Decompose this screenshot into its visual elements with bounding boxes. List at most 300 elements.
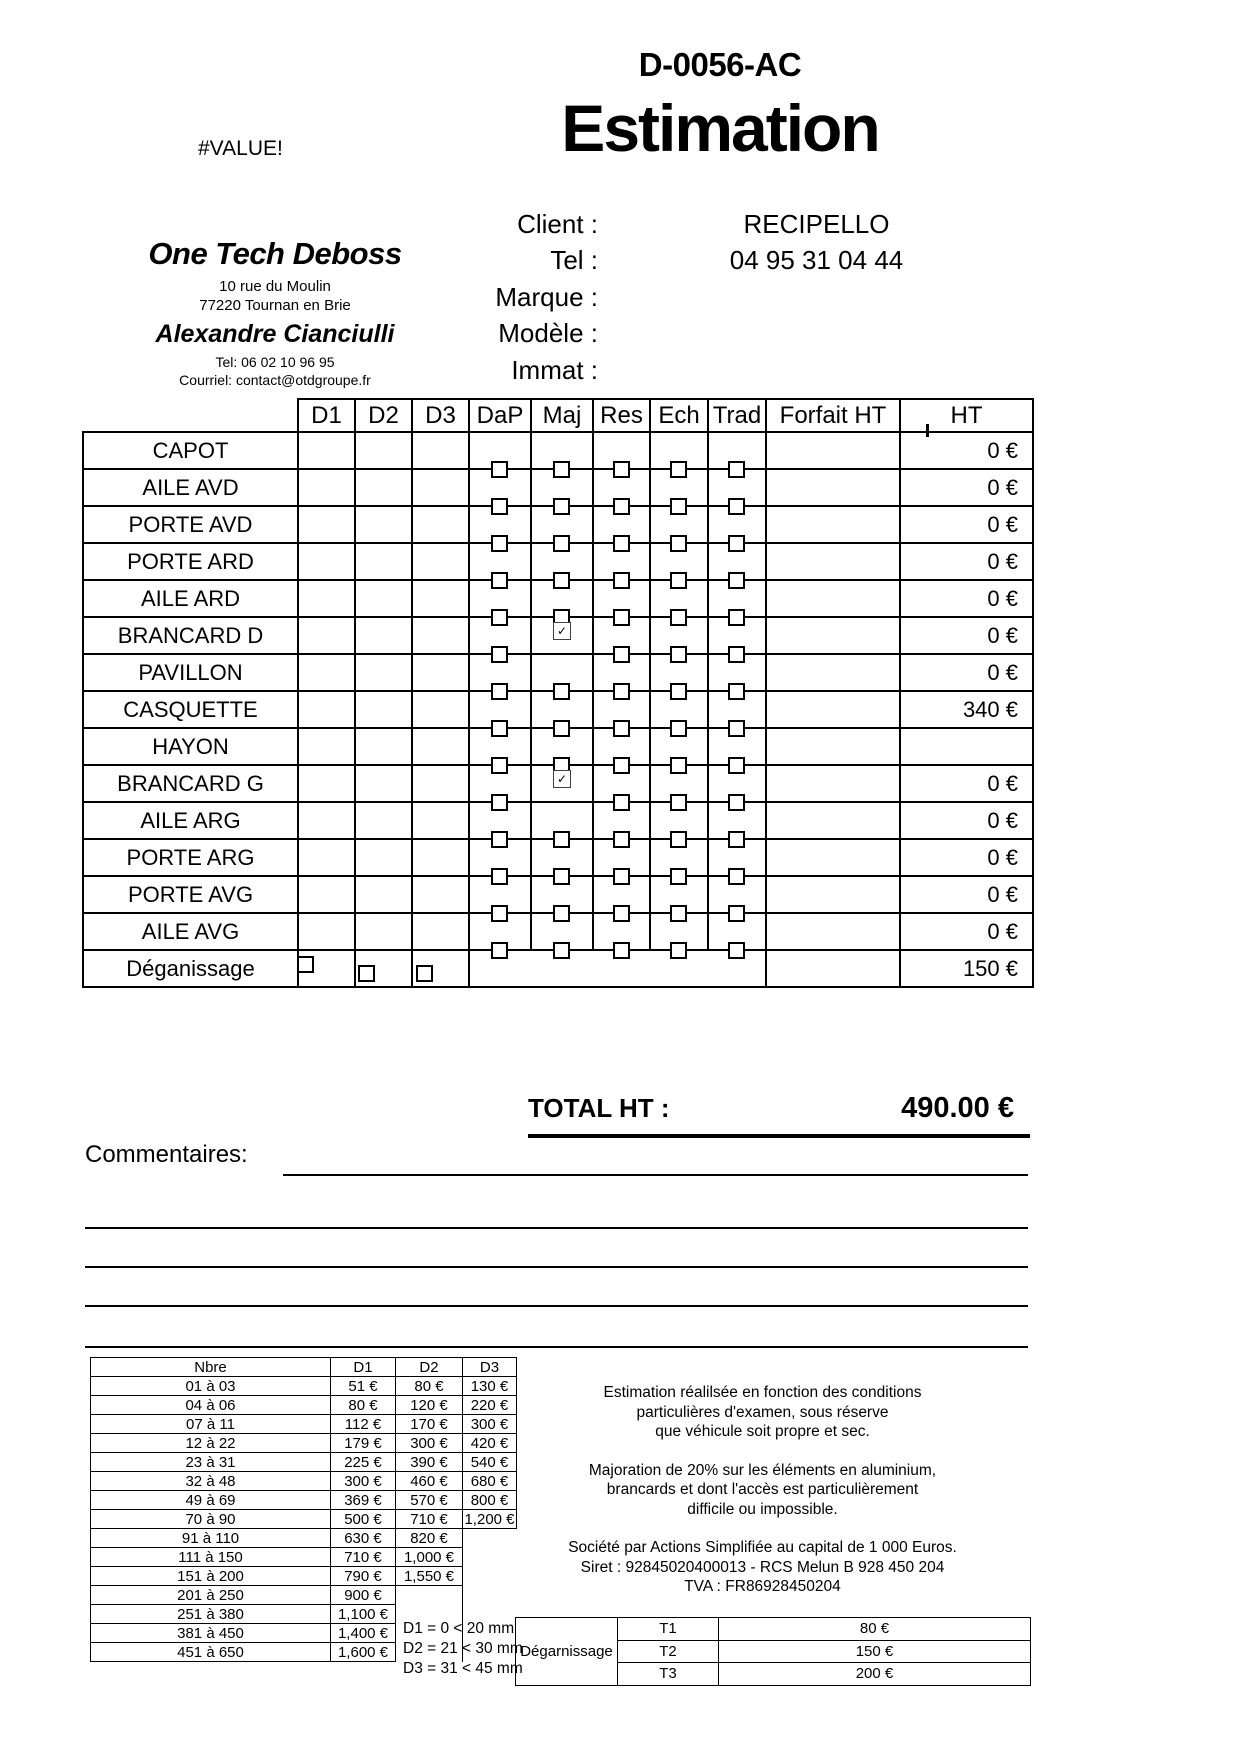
forfait-cell xyxy=(766,432,900,469)
d2-price: 1,550 € xyxy=(396,1567,463,1586)
d3-cell xyxy=(412,913,469,950)
d1-cell xyxy=(298,802,355,839)
client-field-label: Client : xyxy=(517,208,598,239)
nbre-value: 23 à 31 xyxy=(91,1453,331,1472)
nbre-value: 201 à 250 xyxy=(91,1586,331,1605)
checkbox[interactable] xyxy=(491,572,508,589)
checkbox-checked[interactable]: ✓ xyxy=(553,622,571,640)
column-header-d1: D1 xyxy=(298,399,355,432)
table-row xyxy=(83,765,1033,802)
checkbox[interactable] xyxy=(613,720,630,737)
checkbox[interactable] xyxy=(670,868,687,885)
d2-price: 710 € xyxy=(396,1510,463,1529)
d2-cell xyxy=(355,543,412,580)
d1-cell xyxy=(298,506,355,543)
d2-cell xyxy=(355,432,412,469)
checkbox[interactable] xyxy=(728,905,745,922)
tier-label: T3 xyxy=(618,1663,719,1686)
maj-checkbox-cell xyxy=(531,802,593,839)
price-row xyxy=(91,1434,517,1453)
d1-cell xyxy=(298,728,355,765)
nbre-value: 49 à 69 xyxy=(91,1491,331,1510)
d1-price: 112 € xyxy=(331,1415,396,1434)
checkbox[interactable] xyxy=(613,609,630,626)
checkbox[interactable] xyxy=(491,905,508,922)
price-row xyxy=(91,1510,517,1529)
ht-value: 0 € xyxy=(900,765,1033,802)
d3-price: 540 € xyxy=(463,1453,517,1472)
checkbox[interactable] xyxy=(553,683,570,700)
d1-price: 80 € xyxy=(331,1396,396,1415)
checkbox[interactable] xyxy=(491,720,508,737)
checkbox[interactable] xyxy=(670,942,687,959)
client-field-label: Marque : xyxy=(495,281,598,312)
note-block xyxy=(490,1383,1035,1442)
d3-cell xyxy=(412,543,469,580)
estimate-table-body xyxy=(83,399,1033,987)
forfait-cell xyxy=(766,691,900,728)
d3-cell xyxy=(412,691,469,728)
checkbox[interactable] xyxy=(613,868,630,885)
note-line: TVA : FR86928450204 xyxy=(684,1578,841,1595)
d2-cell xyxy=(355,802,412,839)
row-label: PAVILLON xyxy=(83,654,298,691)
comment-line xyxy=(283,1174,1028,1176)
checkbox[interactable] xyxy=(613,757,630,774)
checkbox[interactable] xyxy=(670,831,687,848)
forfait-cell xyxy=(766,543,900,580)
maj-checkbox-cell xyxy=(531,617,593,654)
checkbox[interactable] xyxy=(728,498,745,515)
d1-price: 790 € xyxy=(331,1567,396,1586)
nbre-value: 91 à 110 xyxy=(91,1529,331,1548)
d1-cell xyxy=(298,432,355,469)
d1-price: 300 € xyxy=(331,1472,396,1491)
d1-price: 51 € xyxy=(331,1377,396,1396)
maj-checkbox-cell xyxy=(531,654,593,691)
d3-cell xyxy=(412,839,469,876)
checkbox[interactable] xyxy=(553,831,570,848)
d3-cell xyxy=(412,617,469,654)
price-row xyxy=(91,1567,517,1586)
d1-cell xyxy=(298,839,355,876)
checkbox[interactable] xyxy=(553,572,570,589)
maj-checkbox-cell xyxy=(531,765,593,802)
checkbox[interactable] xyxy=(553,535,570,552)
d1-price: 1,600 € xyxy=(331,1643,396,1662)
client-field-row xyxy=(450,352,1035,389)
checkbox[interactable] xyxy=(613,646,630,663)
checkbox[interactable] xyxy=(728,535,745,552)
row-label: BRANCARD G xyxy=(83,765,298,802)
ht-value: 0 € xyxy=(900,913,1033,950)
client-field-label: Immat : xyxy=(511,354,598,385)
ht-value: 150 € xyxy=(900,950,1033,987)
checkbox[interactable] xyxy=(613,498,630,515)
checkbox[interactable] xyxy=(491,868,508,885)
price-table-body xyxy=(91,1358,517,1662)
company-address-line2: 77220 Tournan en Brie xyxy=(199,297,351,314)
degarnissage-table xyxy=(515,1617,1031,1686)
d3-cell xyxy=(412,765,469,802)
forfait-cell xyxy=(766,469,900,506)
checkbox[interactable] xyxy=(670,498,687,515)
comment-line xyxy=(85,1227,1028,1229)
column-header-d2: D2 xyxy=(355,399,412,432)
client-field-row xyxy=(450,316,1035,353)
checkbox[interactable] xyxy=(553,942,570,959)
column-header-ht: HT xyxy=(900,399,1033,432)
checkbox[interactable] xyxy=(553,720,570,737)
d1-price: 1,400 € xyxy=(331,1624,396,1643)
checkbox[interactable] xyxy=(670,720,687,737)
price-row xyxy=(91,1377,517,1396)
d2-cell xyxy=(355,654,412,691)
column-header-dap: DaP xyxy=(469,399,531,432)
d2-cell xyxy=(355,691,412,728)
ht-value xyxy=(900,728,1033,765)
maj-checkbox-cell xyxy=(531,432,593,469)
checkbox[interactable] xyxy=(728,757,745,774)
company-address-line1: 10 rue du Moulin xyxy=(219,278,331,295)
row-label: BRANCARD D xyxy=(83,617,298,654)
degarnissage-table-body xyxy=(516,1618,1031,1686)
forfait-cell xyxy=(766,580,900,617)
nbre-value: 70 à 90 xyxy=(91,1510,331,1529)
nbre-value: 381 à 450 xyxy=(91,1624,331,1643)
d2-price: 820 € xyxy=(396,1529,463,1548)
d3-price: 1,200 € xyxy=(464,1510,515,1528)
estimate-table xyxy=(82,398,1034,988)
d1-cell xyxy=(298,913,355,950)
checkbox[interactable] xyxy=(297,956,314,973)
comments-label: Commentaires: xyxy=(85,1141,248,1168)
d1-price: 500 € xyxy=(331,1510,396,1529)
d2-cell xyxy=(355,765,412,802)
checkbox[interactable] xyxy=(670,646,687,663)
nbre-value: 151 à 200 xyxy=(91,1567,331,1586)
d1-cell xyxy=(298,580,355,617)
table-row xyxy=(83,617,1033,654)
comment-line xyxy=(85,1346,1028,1348)
table-row xyxy=(83,432,1033,469)
checkbox-checked[interactable]: ✓ xyxy=(553,770,571,788)
row-label: Déganissage xyxy=(83,950,298,987)
client-field-value: RECIPELLO xyxy=(743,208,890,239)
price-row xyxy=(91,1548,517,1567)
row-label: CAPOT xyxy=(83,432,298,469)
forfait-cell xyxy=(766,654,900,691)
corner-cell xyxy=(83,399,298,432)
row-label: AILE ARG xyxy=(83,802,298,839)
price-header-nbre: Nbre xyxy=(91,1358,331,1377)
checkbox[interactable] xyxy=(728,794,745,811)
checkbox[interactable] xyxy=(670,609,687,626)
header-row xyxy=(83,399,1033,432)
company-block xyxy=(95,236,455,389)
checkbox[interactable] xyxy=(491,535,508,552)
row-label: PORTE ARG xyxy=(83,839,298,876)
note-line: Majoration de 20% sur les éléments en aluminium, xyxy=(588,1461,937,1479)
checkbox[interactable] xyxy=(670,572,687,589)
note-line: brancards et dont l'accès est particulièrement xyxy=(606,1481,919,1498)
comment-line xyxy=(85,1305,1028,1307)
ht-value: 340 € xyxy=(900,691,1033,728)
forfait-cell xyxy=(766,802,900,839)
price-row xyxy=(91,1396,517,1415)
note-line: que véhicule soit propre et sec. xyxy=(655,1423,870,1440)
dap-checkbox-cell xyxy=(469,432,531,469)
forfait-cell xyxy=(766,950,900,987)
forfait-cell xyxy=(766,765,900,802)
checkbox[interactable] xyxy=(728,868,745,885)
ht-value: 0 € xyxy=(900,617,1033,654)
column-header-res: Res xyxy=(593,399,650,432)
checkbox[interactable] xyxy=(728,461,745,478)
client-field-label: Modèle : xyxy=(498,318,598,349)
checkbox[interactable] xyxy=(553,868,570,885)
d1-price: 369 € xyxy=(331,1491,396,1510)
note-line: particulières d'examen, sous réserve xyxy=(636,1403,889,1421)
client-field-row xyxy=(450,243,1035,280)
d1-cell xyxy=(298,654,355,691)
company-contact-name: Alexandre Cianciulli xyxy=(155,320,395,348)
page-title: Estimation xyxy=(561,91,879,165)
client-field-value: 04 95 31 04 44 xyxy=(729,245,904,276)
forfait-cell xyxy=(766,617,900,654)
d2-cell xyxy=(355,617,412,654)
degarnissage-label: Dégarnissage xyxy=(516,1618,618,1686)
nbre-value: 451 à 650 xyxy=(91,1643,331,1662)
column-header-d3: D3 xyxy=(412,399,469,432)
ht-value: 0 € xyxy=(900,580,1033,617)
d2-cell xyxy=(355,506,412,543)
d3-cell xyxy=(412,950,469,987)
total-value: 490.00 € xyxy=(901,1092,1014,1124)
ht-value: 0 € xyxy=(900,802,1033,839)
nbre-value: 01 à 03 xyxy=(91,1377,331,1396)
checkbox[interactable] xyxy=(613,831,630,848)
d3-price: 420 € xyxy=(463,1434,517,1453)
price-table xyxy=(90,1357,517,1662)
client-field-label: Tel : xyxy=(550,245,598,276)
d2-price: 390 € xyxy=(396,1453,463,1472)
row-label: CASQUETTE xyxy=(83,691,298,728)
checkbox[interactable] xyxy=(613,794,630,811)
checkbox[interactable] xyxy=(613,905,630,922)
d3-cell xyxy=(412,728,469,765)
tier-label: T2 xyxy=(618,1640,719,1663)
checkbox[interactable] xyxy=(728,683,745,700)
forfait-cell xyxy=(766,506,900,543)
forfait-cell xyxy=(766,728,900,765)
d3-price: 130 € xyxy=(463,1377,517,1396)
row-label: HAYON xyxy=(83,728,298,765)
column-header-maj: Maj xyxy=(531,399,593,432)
checkbox[interactable] xyxy=(491,498,508,515)
row-label: AILE AVG xyxy=(83,913,298,950)
d2-cell xyxy=(355,913,412,950)
tier-price: 150 € xyxy=(719,1640,1031,1663)
d1-cell xyxy=(298,765,355,802)
client-field-row xyxy=(450,279,1035,316)
tier-price: 80 € xyxy=(719,1618,1031,1641)
ht-value: 0 € xyxy=(900,839,1033,876)
price-row xyxy=(91,1415,517,1434)
d1-cell xyxy=(298,469,355,506)
checkbox[interactable] xyxy=(553,905,570,922)
checkbox[interactable] xyxy=(491,646,508,663)
d3-cell xyxy=(412,432,469,469)
d2-price: 460 € xyxy=(396,1472,463,1491)
checkbox[interactable] xyxy=(728,942,745,959)
d1-price: 900 € xyxy=(331,1586,396,1605)
d2-price: 1,000 € xyxy=(396,1548,463,1567)
checkbox[interactable] xyxy=(670,905,687,922)
price-row xyxy=(91,1529,517,1548)
note-line: Siret : 92845020400013 - RCS Melun B 928 450 204 xyxy=(580,1558,945,1576)
row-label: PORTE ARD xyxy=(83,543,298,580)
checkbox[interactable] xyxy=(728,646,745,663)
note-block xyxy=(490,1538,1035,1597)
checkbox[interactable] xyxy=(491,757,508,774)
d1-cell xyxy=(298,617,355,654)
checkbox[interactable] xyxy=(613,683,630,700)
checkbox[interactable] xyxy=(670,794,687,811)
d1-cell xyxy=(298,543,355,580)
size-legend xyxy=(403,1619,523,1679)
d3-cell xyxy=(412,802,469,839)
d1-cell xyxy=(298,691,355,728)
d2-cell xyxy=(355,580,412,617)
d3-price: 220 € xyxy=(463,1396,517,1415)
checkbox[interactable] xyxy=(670,683,687,700)
price-header-d2: D2 xyxy=(396,1358,463,1377)
price-row xyxy=(91,1453,517,1472)
degarnissage-row xyxy=(516,1618,1031,1641)
checkbox[interactable] xyxy=(491,942,508,959)
checkbox[interactable] xyxy=(553,461,570,478)
d1-cell xyxy=(298,876,355,913)
checkbox[interactable] xyxy=(358,965,375,982)
d2-price: 80 € xyxy=(396,1377,463,1396)
tier-price: 200 € xyxy=(719,1663,1031,1686)
row-label: AILE ARD xyxy=(83,580,298,617)
d2-price: 300 € xyxy=(396,1434,463,1453)
checkbox[interactable] xyxy=(491,609,508,626)
d3-cell xyxy=(412,654,469,691)
d2-cell xyxy=(355,728,412,765)
doc-number: D-0056-AC xyxy=(638,46,802,83)
notes-block xyxy=(490,1383,1035,1616)
client-field-row xyxy=(450,206,1035,243)
d2-price: 120 € xyxy=(396,1396,463,1415)
trad-checkbox-cell xyxy=(708,432,766,469)
ht-value: 0 € xyxy=(900,654,1033,691)
d1-price: 710 € xyxy=(331,1548,396,1567)
nbre-value: 12 à 22 xyxy=(91,1434,331,1453)
price-header-d3: D3 xyxy=(463,1358,517,1377)
checkbox[interactable] xyxy=(491,461,508,478)
d1-price: 630 € xyxy=(331,1529,396,1548)
d2-cell xyxy=(355,839,412,876)
checkbox[interactable] xyxy=(416,965,433,982)
ht-value: 0 € xyxy=(900,506,1033,543)
total-row xyxy=(528,1092,1030,1138)
client-block xyxy=(450,206,1035,389)
column-header-trad: Trad xyxy=(708,399,766,432)
total-label: TOTAL HT : xyxy=(528,1093,670,1123)
ht-value: 0 € xyxy=(900,543,1033,580)
checkbox[interactable] xyxy=(613,461,630,478)
company-name: One Tech Deboss xyxy=(148,236,402,271)
d1-price: 179 € xyxy=(331,1434,396,1453)
checkbox[interactable] xyxy=(491,831,508,848)
nbre-value: 07 à 11 xyxy=(91,1415,331,1434)
table-row xyxy=(83,802,1033,839)
nbre-value: 04 à 06 xyxy=(91,1396,331,1415)
ht-value: 0 € xyxy=(900,469,1033,506)
legend-line: D1 = 0 < 20 mm xyxy=(403,1620,515,1637)
forfait-cell xyxy=(766,913,900,950)
price-header-d1: D1 xyxy=(331,1358,396,1377)
company-phone: Tel: 06 02 10 96 95 xyxy=(215,354,335,370)
row-label: AILE AVD xyxy=(83,469,298,506)
price-row xyxy=(91,1472,517,1491)
legend-line: D3 = 31 < 45 mm xyxy=(403,1660,523,1677)
company-email: Courriel: contact@otdgroupe.fr xyxy=(179,372,371,388)
checkbox[interactable] xyxy=(613,535,630,552)
value-error-text: #VALUE! xyxy=(198,137,283,160)
d3-cell xyxy=(412,506,469,543)
d2-cell xyxy=(355,876,412,913)
d2-cell xyxy=(355,469,412,506)
checkbox[interactable] xyxy=(613,942,630,959)
note-block xyxy=(490,1461,1035,1520)
res-checkbox-cell xyxy=(593,432,650,469)
checkbox[interactable] xyxy=(670,461,687,478)
d3-price: 300 € xyxy=(463,1415,517,1434)
forfait-cell xyxy=(766,839,900,876)
checkbox[interactable] xyxy=(670,757,687,774)
d3-cell xyxy=(412,876,469,913)
ech-checkbox-cell xyxy=(650,432,708,469)
ht-value: 0 € xyxy=(900,876,1033,913)
checkbox[interactable] xyxy=(728,609,745,626)
checkbox[interactable] xyxy=(728,720,745,737)
note-line: Estimation réalilsée en fonction des conditions xyxy=(603,1384,922,1401)
nbre-value: 251 à 380 xyxy=(91,1605,331,1624)
checkbox[interactable] xyxy=(491,683,508,700)
comment-line xyxy=(85,1266,1028,1268)
price-row xyxy=(91,1491,517,1510)
d3-price: 680 € xyxy=(463,1472,517,1491)
nbre-value: 111 à 150 xyxy=(91,1548,331,1567)
tier-label: T1 xyxy=(618,1618,719,1641)
d2-cell xyxy=(355,950,412,987)
checkbox[interactable] xyxy=(613,572,630,589)
checkbox[interactable] xyxy=(553,498,570,515)
row-label: PORTE AVG xyxy=(83,876,298,913)
price-row xyxy=(91,1586,517,1605)
d2-price: 570 € xyxy=(396,1491,463,1510)
checkbox[interactable] xyxy=(728,572,745,589)
column-header-forfait-ht: Forfait HT xyxy=(766,399,900,432)
checkbox[interactable] xyxy=(491,794,508,811)
checkbox[interactable] xyxy=(670,535,687,552)
ht-value: 0 € xyxy=(900,432,1033,469)
checkbox[interactable] xyxy=(728,831,745,848)
